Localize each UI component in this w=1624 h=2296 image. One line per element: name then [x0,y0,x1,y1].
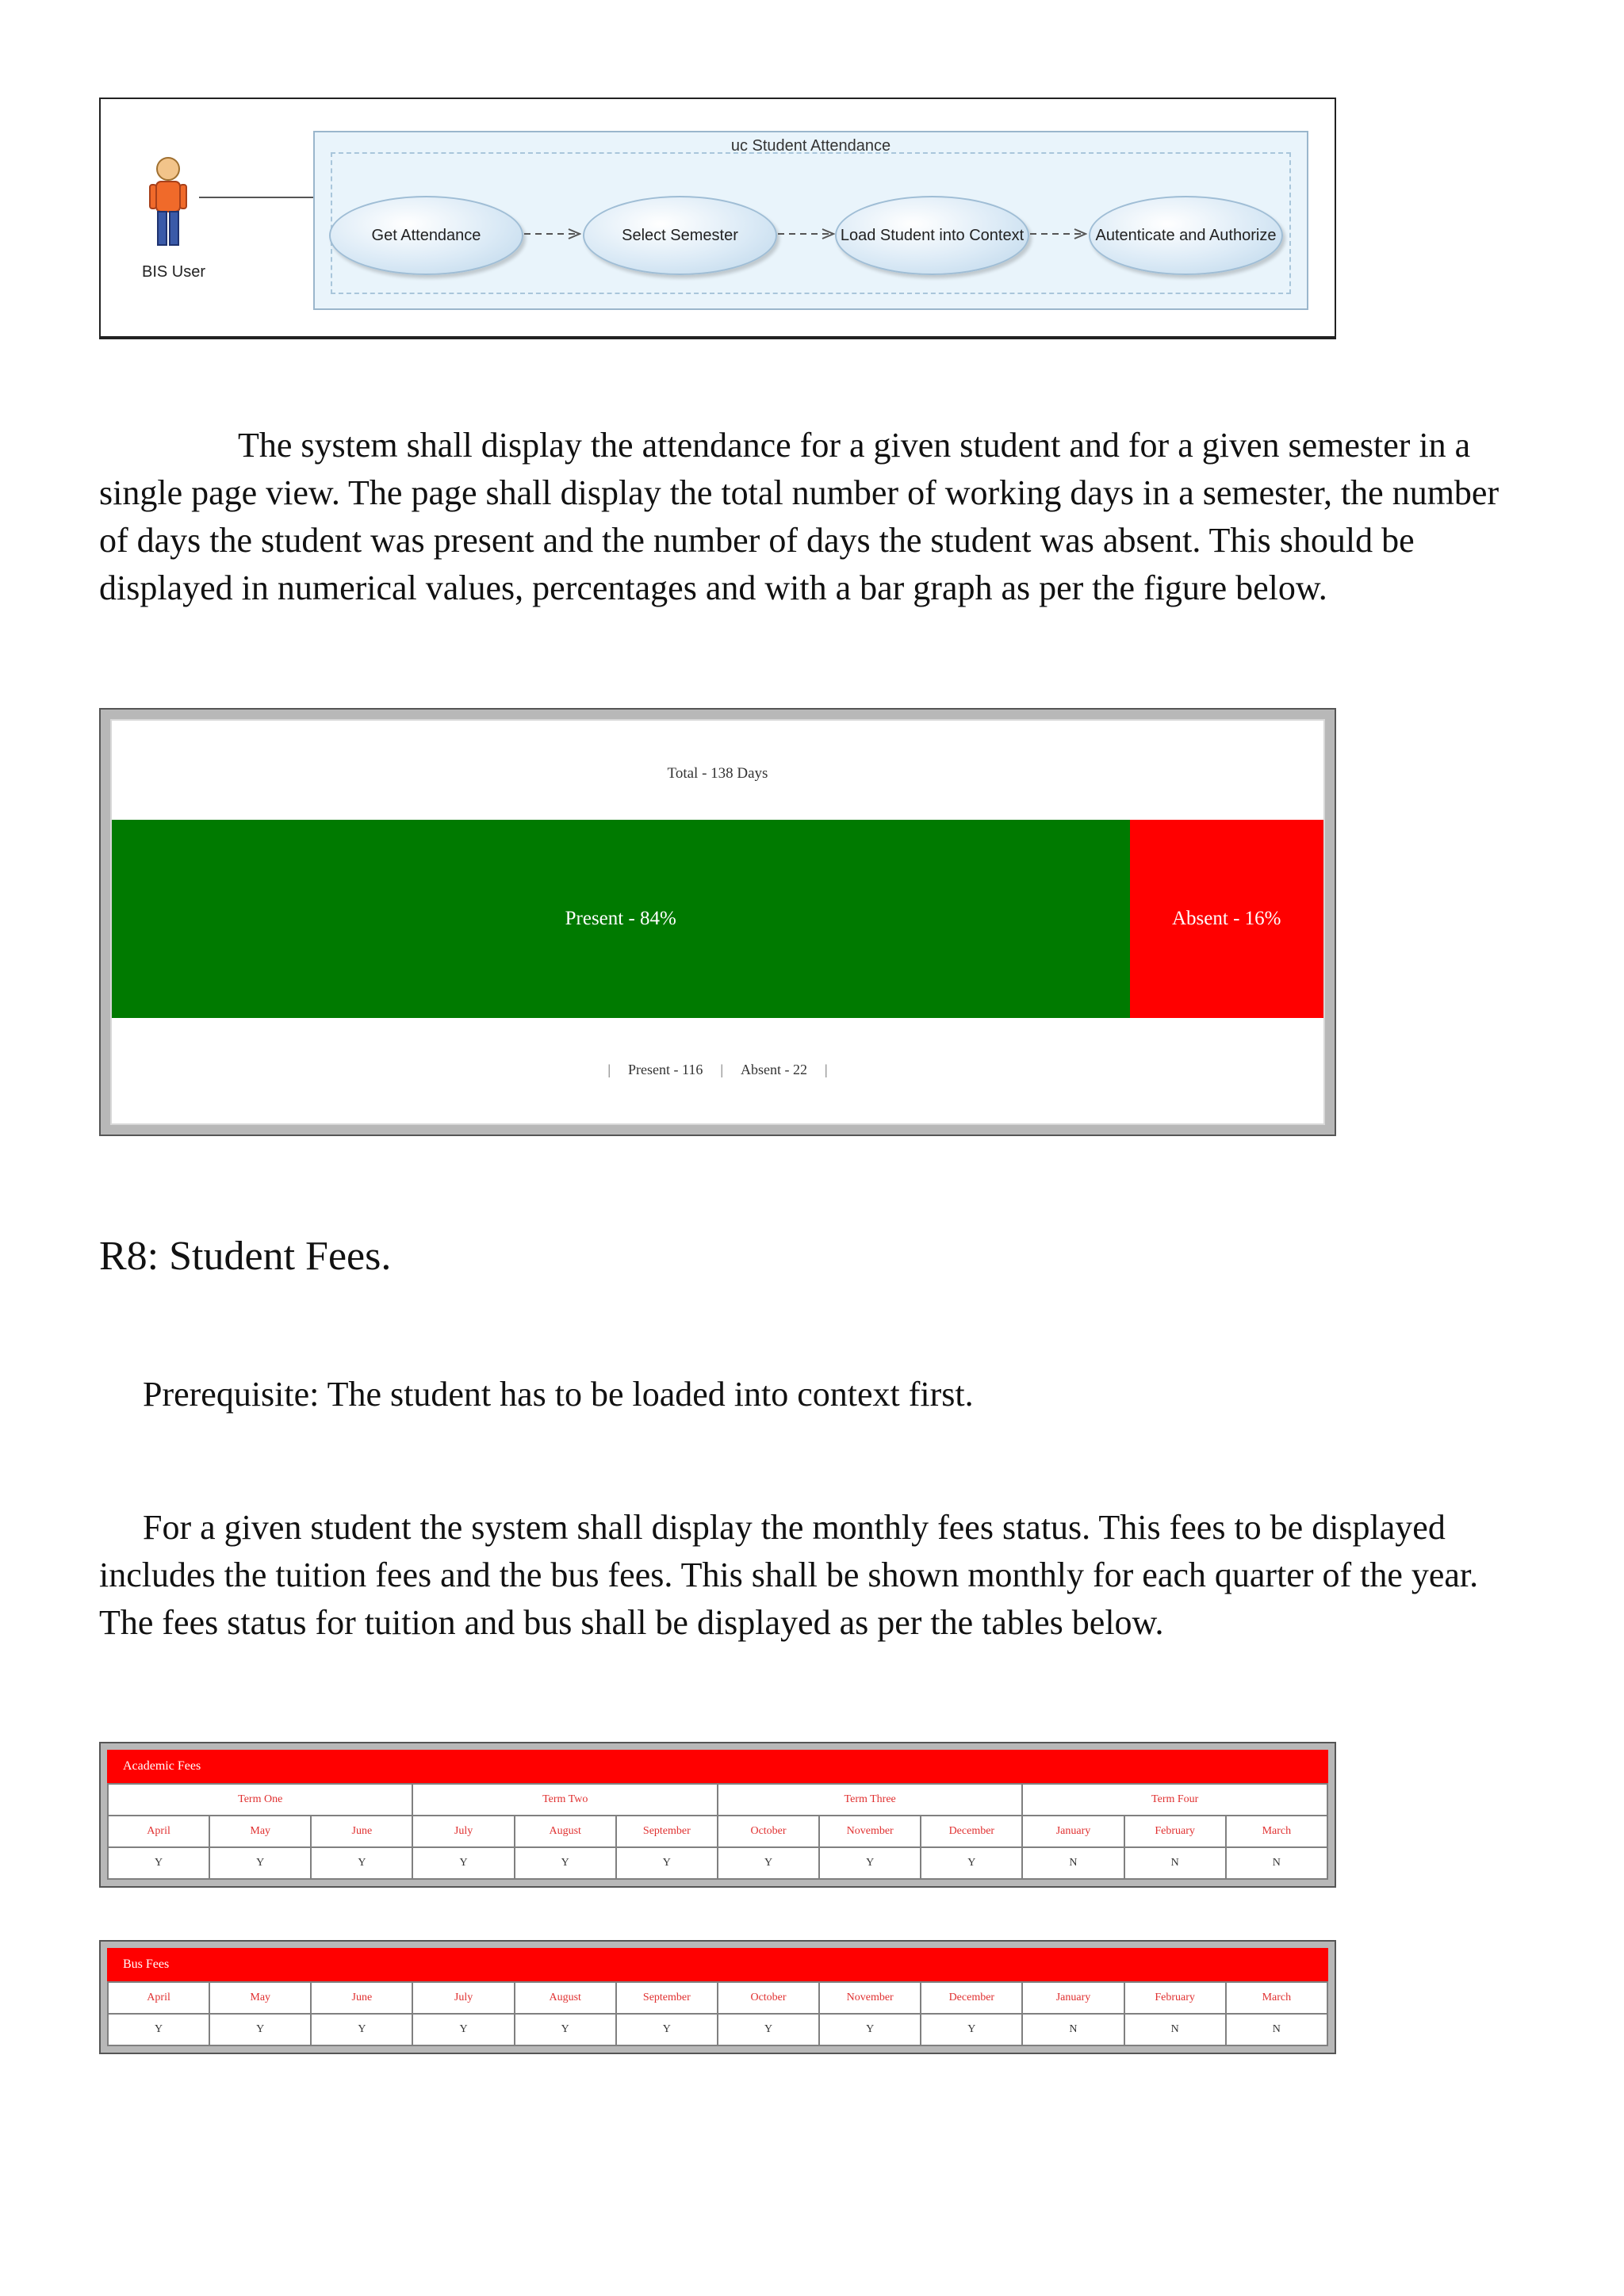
term-cell: Term Three [718,1784,1022,1816]
prerequisite-paragraph: Prerequisite: The student has to be loaded into context first. [143,1375,974,1414]
month-row [108,1816,1327,1847]
status-cell: N [1022,2014,1124,2045]
attendance-panel [110,719,1325,1125]
actor-icon [148,155,188,250]
actor-label: BIS User [142,263,206,281]
academic-fees-title: Academic Fees [107,1750,1328,1783]
status-cell: Y [819,2014,921,2045]
status-cell: Y [515,1847,616,1879]
month-cell: February [1124,1982,1226,2014]
month-cell: June [311,1816,412,1847]
separator: | [720,1062,723,1077]
use-case-select-semester: Select Semester [583,196,777,275]
month-cell: April [108,1982,209,2014]
bus-fees-table [107,1981,1328,2046]
month-cell: November [819,1816,921,1847]
term-cell: Term Two [412,1784,717,1816]
month-row [108,1982,1327,2014]
association-line [199,197,318,198]
term-cell: Term Four [1022,1784,1327,1816]
month-cell: February [1124,1816,1226,1847]
month-cell: June [311,1982,412,2014]
attendance-bar [112,820,1323,1018]
status-cell: Y [616,1847,718,1879]
month-cell: May [209,1982,311,2014]
status-cell: Y [921,1847,1022,1879]
system-boundary [313,131,1308,310]
month-cell: September [616,1982,718,2014]
bus-fees-figure [99,1940,1336,2054]
use-case-authenticate: Autenticate and Authorize [1089,196,1283,275]
separator: | [607,1062,611,1077]
status-cell: Y [209,2014,311,2045]
status-cell: Y [921,2014,1022,2045]
total-days-label: Total - 138 Days [667,765,768,782]
present-bar: Present - 84% [112,820,1130,1018]
present-count: Present - 116 [628,1062,703,1077]
month-cell: January [1022,1982,1124,2014]
month-cell: October [718,1982,819,2014]
month-cell: April [108,1816,209,1847]
term-row [108,1784,1327,1816]
use-case-diagram [99,98,1336,339]
term-cell: Term One [108,1784,412,1816]
attendance-counts [112,1062,1323,1078]
absent-count: Absent - 22 [740,1062,807,1077]
month-cell: July [412,1816,514,1847]
status-cell: Y [718,1847,819,1879]
bus-fees-title: Bus Fees [107,1948,1328,1981]
dependency-arrow [1030,228,1087,239]
use-case-load-student: Load Student into Context [835,196,1029,275]
status-row [108,2014,1327,2045]
academic-fees-table [107,1783,1328,1880]
fees-paragraph: For a given student the system shall display the monthly fees status. This fees to be displayed includes the tuition fees and the bus fees. This shall be shown monthly for each quarter of the year. The fees status for tuition and bus shall be displayed as per the tables below. [99,1508,1479,1642]
status-cell: Y [311,2014,412,2045]
month-cell: December [921,1982,1022,2014]
system-title: uc Student Attendance [730,137,891,155]
status-cell: Y [515,2014,616,2045]
status-cell: Y [819,1847,921,1879]
status-cell: Y [718,2014,819,2045]
month-cell: May [209,1816,311,1847]
status-cell: N [1124,1847,1226,1879]
month-cell: August [515,1816,616,1847]
month-cell: July [412,1982,514,2014]
status-cell: N [1226,2014,1327,2045]
month-cell: January [1022,1816,1124,1847]
month-cell: September [616,1816,718,1847]
separator: | [824,1062,828,1077]
use-case-get-attendance: Get Attendance [329,196,523,275]
status-cell: Y [108,1847,209,1879]
dependency-arrow [524,228,581,239]
status-cell: N [1226,1847,1327,1879]
status-cell: Y [311,1847,412,1879]
absent-bar: Absent - 16% [1130,820,1323,1018]
month-cell: March [1226,1816,1327,1847]
month-cell: August [515,1982,616,2014]
month-cell: November [819,1982,921,2014]
status-row [108,1847,1327,1879]
dependency-arrow [778,228,835,239]
month-cell: March [1226,1982,1327,2014]
section-heading: R8: Student Fees. [99,1234,392,1279]
month-cell: December [921,1816,1022,1847]
status-cell: Y [108,2014,209,2045]
status-cell: Y [412,1847,514,1879]
month-cell: October [718,1816,819,1847]
status-cell: Y [412,2014,514,2045]
attendance-figure [99,708,1336,1136]
status-cell: N [1124,2014,1226,2045]
status-cell: Y [209,1847,311,1879]
status-cell: Y [616,2014,718,2045]
status-cell: N [1022,1847,1124,1879]
academic-fees-figure [99,1742,1336,1888]
attendance-paragraph: The system shall display the attendance for a given student and for a given semester in a single page view. The page shall display the total number of working days in a semester, the number of days the student was present and the number of days the student was absent. This should be displayed in numerical values, percentages and with a bar graph as per the figure below. [99,426,1500,607]
